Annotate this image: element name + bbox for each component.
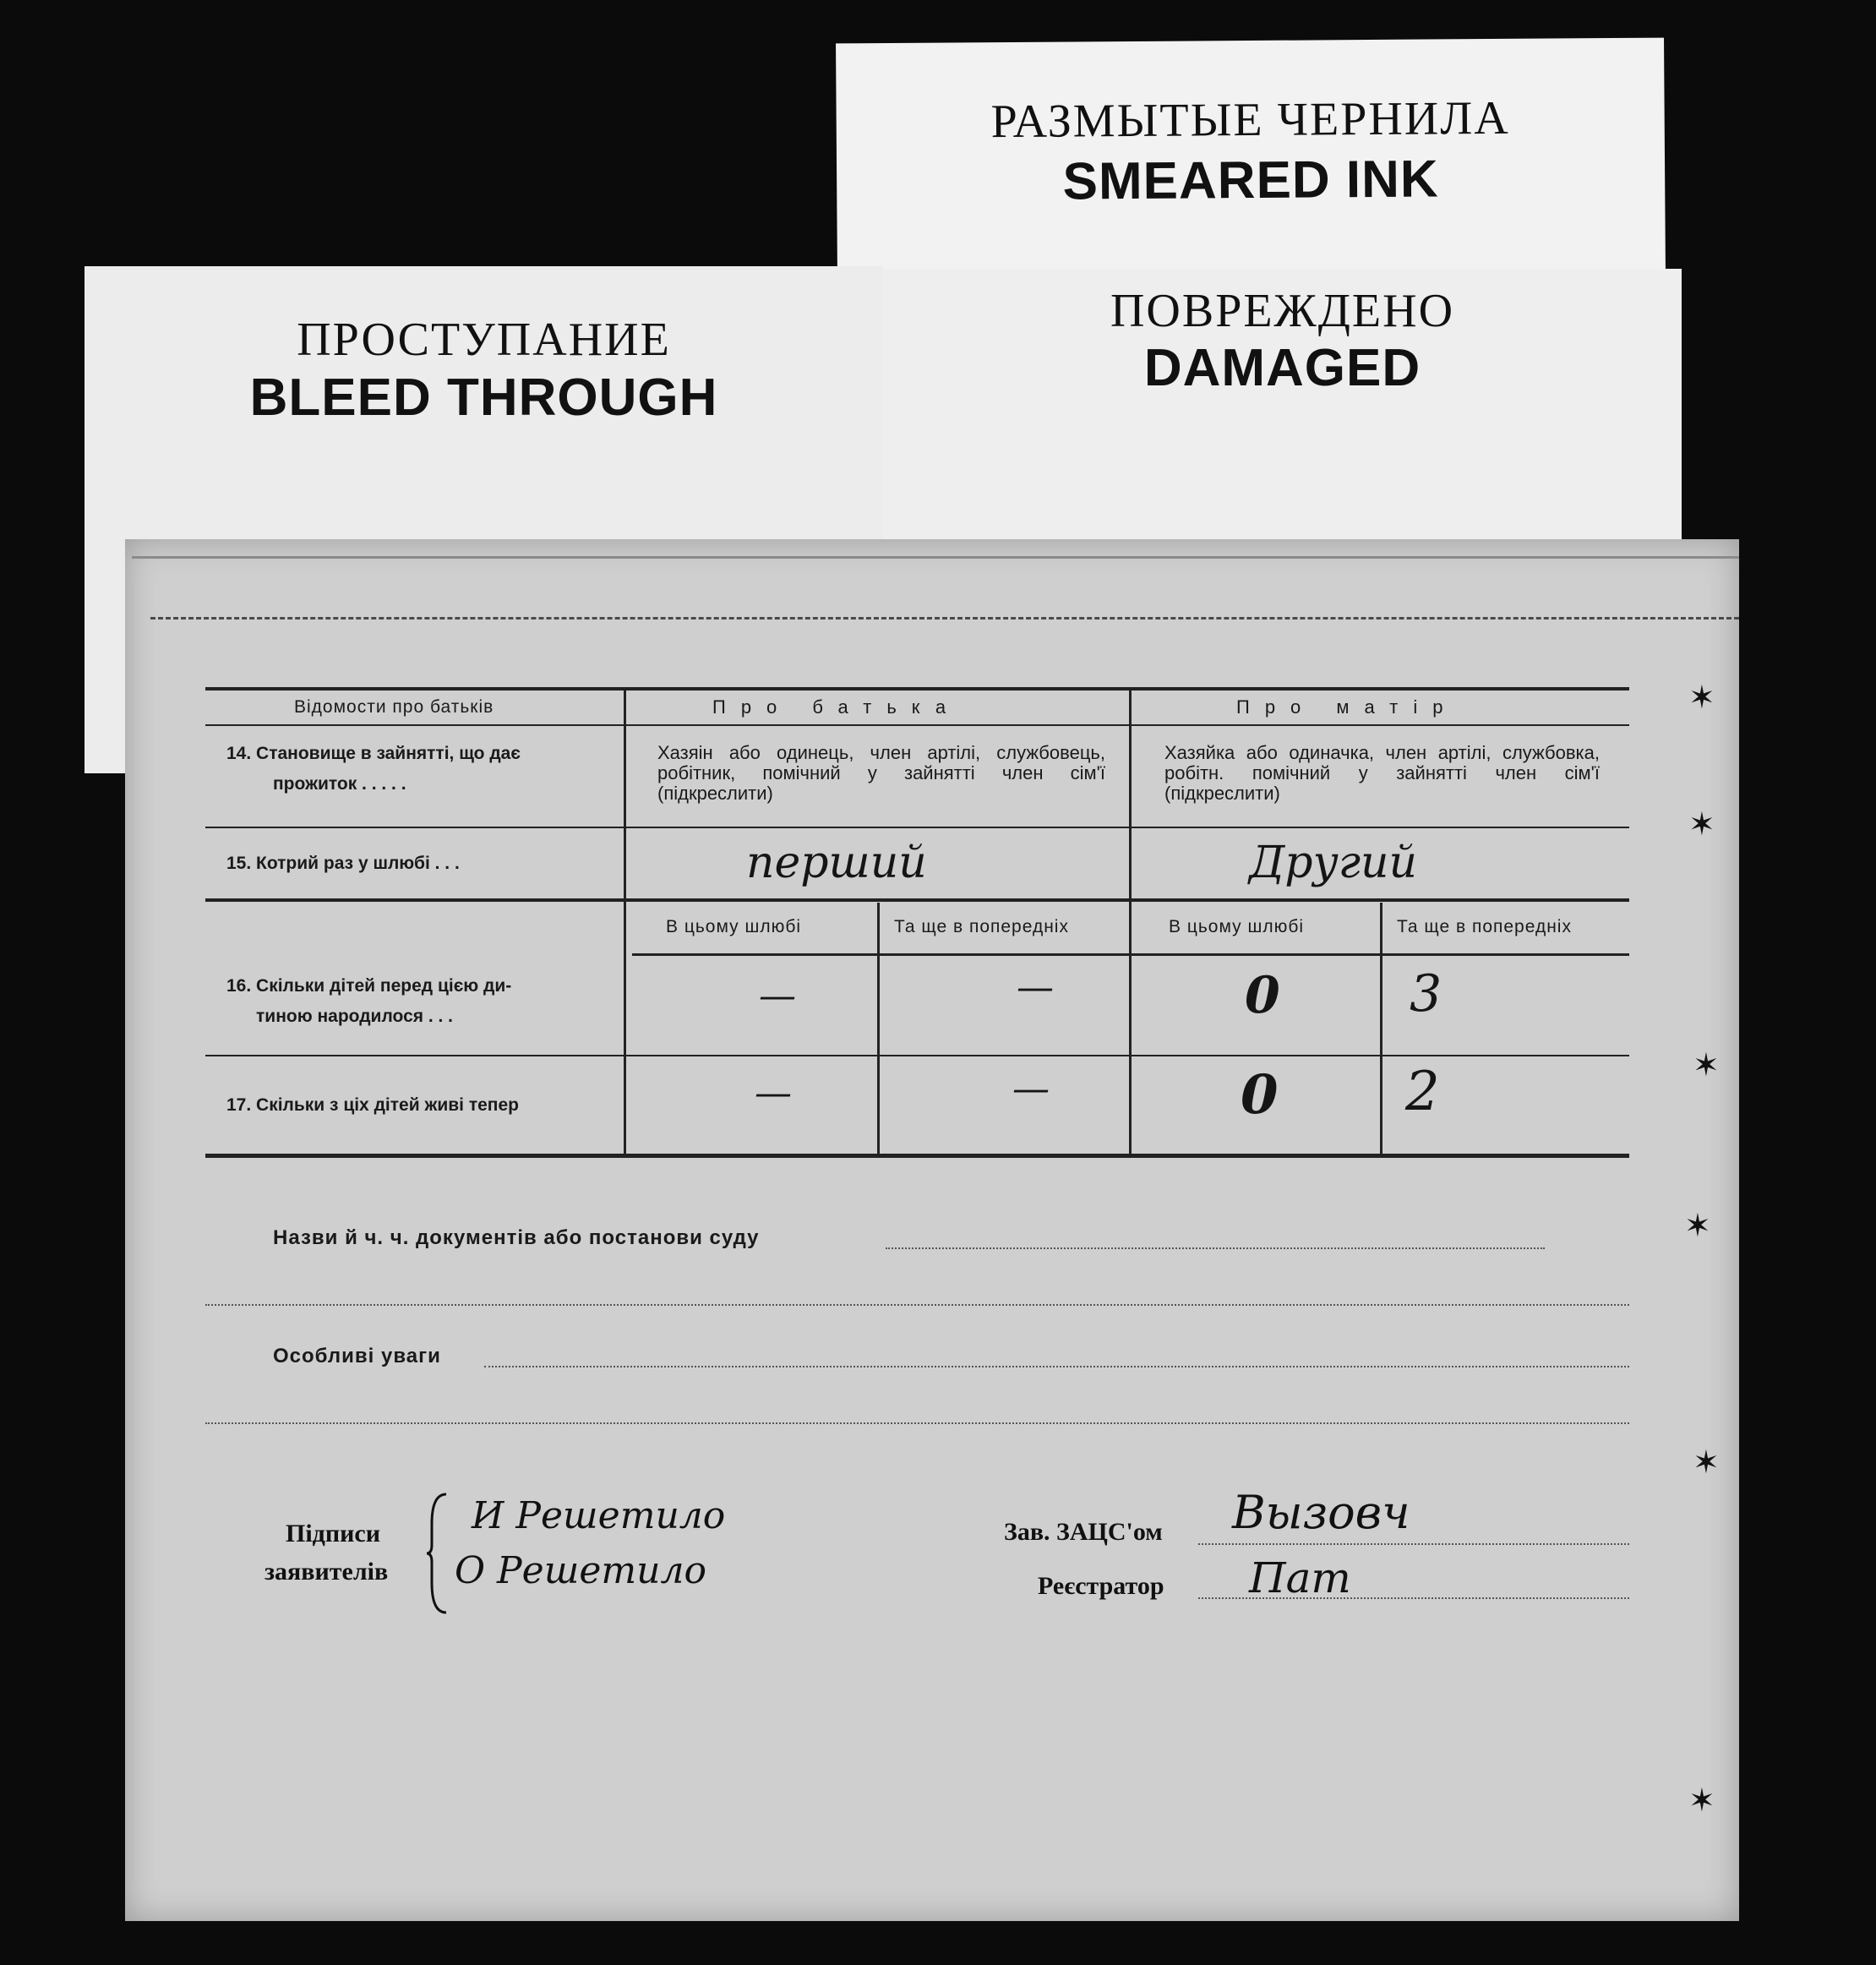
registrar-signature: Пат <box>1249 1553 1351 1602</box>
smeared-ink-label-card <box>836 38 1666 281</box>
col-rule-mother-sub <box>1380 903 1382 1156</box>
row17-mother-this: 0 <box>1241 1063 1279 1127</box>
binding-hole: ✶ <box>1684 1209 1711 1244</box>
perforation-line <box>150 617 1739 620</box>
row17-mother-prev: 2 <box>1405 1061 1440 1123</box>
col-rule-father-sub <box>877 903 880 1156</box>
smeared-ink-label-ru: РАЗМЫТЫЕ ЧЕРНИЛА <box>990 91 1510 149</box>
row16-label-line2: тиною народилося . . . <box>256 1007 454 1026</box>
remarks-label: Особливі уваги <box>273 1345 441 1367</box>
remarks-line-2 <box>205 1422 1629 1424</box>
row15-rule <box>205 898 1629 902</box>
binding-hole: ✶ <box>1688 807 1715 843</box>
row16-mother-this: 0 <box>1245 966 1280 1025</box>
subheader-mother-this: В цьому шлюбі <box>1169 917 1305 936</box>
documents-label: Назви й ч. ч. документів або постанови суду <box>273 1226 760 1249</box>
row15-label: 15. Котрий раз у шлюбі . . . <box>226 854 460 873</box>
row16-father-this: — <box>759 974 796 1018</box>
row16-mother-prev: 3 <box>1410 964 1442 1023</box>
applicant2-signature: О Решетило <box>455 1549 706 1592</box>
damaged-label-ru: ПОВРЕЖДЕНО <box>1110 285 1455 337</box>
applicant1-signature: И Решетило <box>472 1494 726 1537</box>
binding-hole: ✶ <box>1693 1445 1720 1481</box>
damaged-label-card <box>883 269 1682 548</box>
col-rule-mother <box>1129 687 1132 1156</box>
subheader-father-this: В цьому шлюбі <box>666 917 802 936</box>
row15-father-value: перший <box>746 838 927 888</box>
head-signature-line <box>1198 1543 1629 1545</box>
header-mother: Про матір <box>1236 696 1459 718</box>
applicants-brace <box>425 1490 450 1617</box>
subheader-father-prev: Та ще в попередніх <box>894 917 1069 936</box>
row16-father-prev: — <box>1017 966 1054 1009</box>
registrar-label: Реєстратор <box>1038 1572 1164 1600</box>
row17-label: 17. Скільки з ціх дітей живі тепер <box>226 1095 519 1115</box>
row14-label-line2: прожиток . . . . . <box>273 774 406 794</box>
bleed-through-label-ru: ПРОСТУПАНИЕ <box>297 314 671 366</box>
applicants-label-line1: Підписи <box>286 1520 381 1547</box>
col-rule-info <box>624 687 626 1156</box>
table-bottom-rule <box>205 1154 1629 1158</box>
registry-form-sheet <box>125 539 1739 1921</box>
row17-father-this: — <box>755 1072 792 1115</box>
bleed-through-label-en: BLEED THROUGH <box>249 368 718 427</box>
row17-father-prev: — <box>1012 1067 1050 1111</box>
page-edge-line <box>132 556 1739 559</box>
binding-hole: ✶ <box>1688 680 1715 716</box>
binding-hole: ✶ <box>1688 1783 1715 1819</box>
head-label: Зав. ЗАЦС'ом <box>1004 1518 1163 1546</box>
row14-father-options: Хазяін або одинець, член артілі, службовець, робітник, помічний у зайнятті член сім'ї (підкреслити) <box>657 742 1105 804</box>
row14-rule <box>205 827 1629 828</box>
head-signature: Вызовч <box>1232 1486 1410 1539</box>
header-father: Про батька <box>712 696 962 718</box>
table-top-rule <box>205 687 1629 690</box>
registrar-signature-line <box>1198 1597 1629 1599</box>
header-rule <box>205 724 1629 726</box>
row14-mother-options: Хазяйка або одиначка, член артілі, службовка, робітн. помічний у зайнятті член сім'ї (підкреслити) <box>1164 742 1600 804</box>
remarks-line-1 <box>484 1366 1629 1367</box>
row14-label-line1: 14. Становище в зайнятті, що дає <box>226 744 521 763</box>
row16-rule <box>205 1055 1629 1056</box>
subheader-mother-prev: Та ще в попередніх <box>1397 917 1572 936</box>
smeared-ink-label-en: SMEARED INK <box>1062 150 1439 211</box>
applicants-label-line2: заявителів <box>264 1558 389 1586</box>
row16-label-line1: 16. Скільки дітей перед цією ди- <box>226 976 512 996</box>
parents-info-table <box>205 687 1629 1160</box>
documents-line-1 <box>886 1247 1545 1249</box>
header-info: Відомости про батьків <box>294 697 494 717</box>
binding-hole: ✶ <box>1693 1048 1720 1083</box>
documents-line-2 <box>205 1304 1629 1306</box>
row15-mother-value: Другий <box>1249 838 1417 888</box>
damaged-label-en: DAMAGED <box>1143 339 1421 397</box>
